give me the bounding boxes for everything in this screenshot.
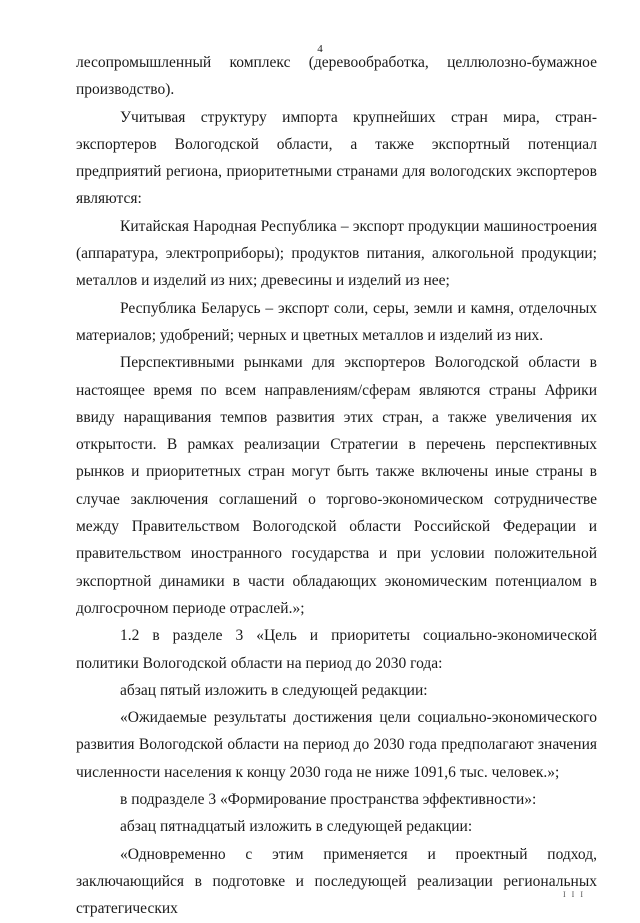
footer-mark: I I I	[563, 890, 585, 899]
paragraph-belarus: Республика Беларусь – экспорт соли, серы, земли и камня, отделочных материалов; удобрений; черных и цветных металлов и изделий из них.	[76, 299, 597, 344]
paragraph-fifteenth-abzac: абзац пятнадцатый изложить в следующей редакции:	[120, 818, 473, 836]
paragraph-import-structure: Учитывая структуру импорта крупнейших стран мира, стран-экспортеров Вологодской области, а также экспортный потенциал предприятий региона, приоритетными странами для вологодских экспортеров являются:	[76, 108, 597, 208]
paragraph-continuation: лесопромышленный комплекс (деревообработка, целлюлозно-бумажное производство).	[76, 54, 597, 99]
paragraph-project-approach: «Одновременно с этим применяется и проектный подход, заключающийся в подготовке и последующей реализации региональных стратегических	[76, 845, 597, 918]
paragraph-china: Китайская Народная Республика – экспорт продукции машиностроения (аппаратура, электроприборы); продуктов питания, алкогольной продукции; металлов и изделий из них; древесины и изделий из нее;	[76, 217, 597, 290]
page-number: 4	[317, 43, 323, 55]
paragraph-expected-results: «Ожидаемые результаты достижения цели социально-экономического развития Вологодской области на период до 2030 года предполагают значения численности населения к концу 2030 года не ниже 1091,6 тыс. человек.»;	[76, 709, 597, 781]
paragraph-fifth-abzac: абзац пятый изложить в следующей редакции:	[120, 681, 428, 699]
paragraph-prospective-markets: Перспективными рынками для экспортеров Вологодской области в настоящее время по всем направлениям/сферам являются страны Африки ввиду наращивания темпов развития этих стран, а также увеличения их открытости. В рамках реализации Стратегии в перечень перспективных рынков и приоритетных стран могут быть также включены иные страны в случае заключения соглашений о торгово-экономическом сотрудничестве между Правительством Вологодской области Российской Федерации и правительством иностранного государства и при условии положительной экспортной динамики в части обладающих экономическим потенциалом в долгосрочном периоде отраслей.»;	[76, 354, 597, 617]
paragraph-subsection-3: в подразделе 3 «Формирование пространства эффективности»:	[120, 791, 537, 809]
document-body	[76, 49, 597, 923]
paragraph-section-3: 1.2 в разделе 3 «Цель и приоритеты социально-экономической политики Вологодской области на период до 2030 года:	[76, 627, 597, 672]
